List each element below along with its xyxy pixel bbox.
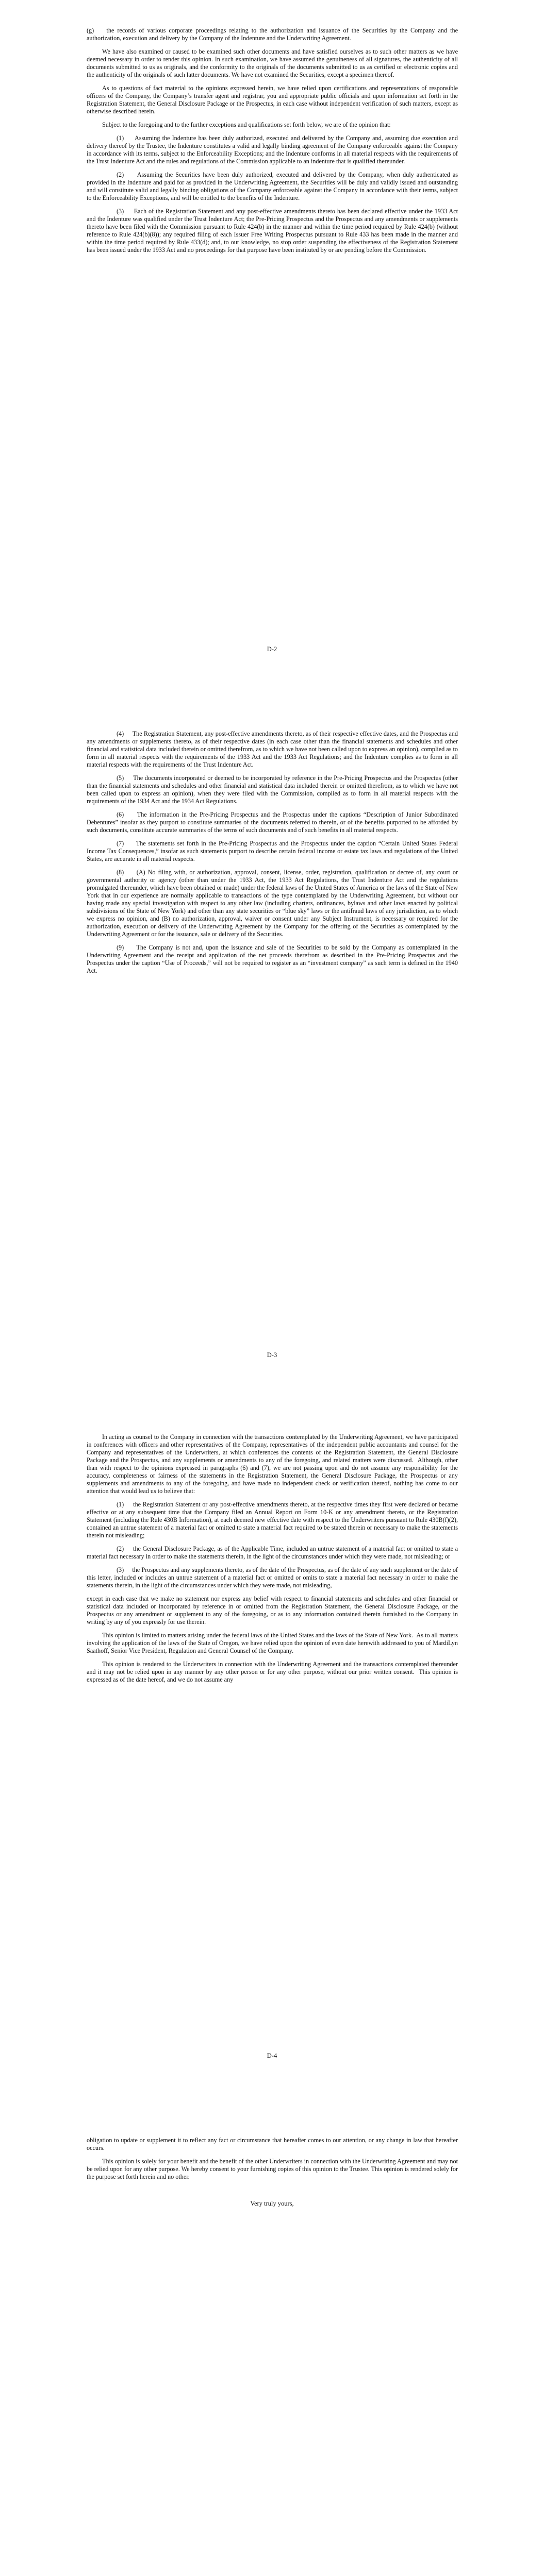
page-body: [87, 1433, 458, 1689]
page-number: D-3: [267, 1351, 277, 1359]
paragraph: As to questions of fact material to the opinions expressed herein, we have relied upon certifications and representations of responsible officers of the Company, the Company’s transfer agent and registrar, you and appropriate public officials and upon information set forth in the Registration Statement, the General Disclosure Package or the Prospectus, in each case without independent verification of such matters, except as otherwise described herein.: [87, 84, 458, 115]
paragraph: This opinion is limited to matters arising under the federal laws of the United States and the laws of the State of New York. As to all matters involving the application of the laws of the State of Oregon, we have relied upon the opinion of even date herewith addressed to you of MardiLyn Saathoff, Senior Vice President, Regulation and General Counsel of the Company.: [87, 1632, 458, 1654]
paragraph: We have also examined or caused to be examined such other documents and have satisfied ourselves as to such other matters as we have deemed necessary in order to render this opinion. In such examination, we have assumed the genuineness of all signatures, the authenticity of all documents submitted to us as originals, and the conformity to the originals of the documents submitted to us as certified or electronic copies and the authenticity of the originals of such latter documents. We have not examined the Securities, except a specimen thereof.: [87, 48, 458, 78]
paragraph: This opinion is rendered to the Underwriters in connection with the Underwriting Agreement and the transactions contemplated thereunder and it may not be relied upon in any manner by any other person or for any other purpose, without our prior written consent. This opinion is expressed as of the date hereof, and we do not assume any: [87, 1660, 458, 1683]
page-number: D-2: [267, 646, 277, 653]
paragraph: (g) the records of various corporate proceedings relating to the authorization and issuance of the Securities by the Company and the authorization, execution and delivery by the Company of the Indenture and the Underwriting Agreement.: [87, 27, 458, 42]
page-body: [87, 27, 458, 260]
numbered-paragraph: (8) (A) No filing with, or authorization, approval, consent, license, order, registration, qualification or decree of, any court or governmental authority or agency (other than under the 1933 Act, the 1933 Act Regulations, the Trust Indenture Act and the regulations promulgated thereunder, which have been obtained or made) under the federal laws of the United States of America or the laws of the State of New York that in our experience are normally applicable to transactions of the type contemplated by the Underwriting Agreement, but without our having made any special investigation with respect to any other law (including charters, ordinances, bylaws and other laws enacted by political subdivisions of the State of New York) and other than any state securities or “blue sky” laws or the antifraud laws of any jurisdiction, as to which we express no opinion, and (B) no authorization, approval, waiver or consent under any Subject Instrument, is necessary or required for the authorization, execution or delivery of the Underwriting Agreement by the Company for the offering of the Securities as contemplated by the Underwriting Agreement or for the issuance, sale or delivery of the Securities.: [87, 869, 458, 938]
numbered-paragraph: (9) The Company is not and, upon the issuance and sale of the Securities to be sold by the Company as contemplated in the Underwriting Agreement and the receipt and application of the net proceeds therefrom as described in the Pre-Pricing Prospectus and the Prospectus under the caption “Use of Proceeds,” will not be required to register as an “investment company” as such term is defined in the 1940 Act.: [87, 944, 458, 974]
numbered-paragraph: (6) The information in the Pre-Pricing Prospectus and the Prospectus under the captions “Description of Junior Subordinated Debentures” insofar as they purport to constitute summaries of the documents referred to therein, or of the benefits purported to be afforded by such documents, constitute accurate summaries of the terms of such documents and of such benefits in all material respects.: [87, 811, 458, 834]
paragraph: Subject to the foregoing and to the further exceptions and qualifications set forth below, we are of the opinion that:: [102, 121, 391, 128]
numbered-paragraph: (1) Assuming the Indenture has been duly authorized, executed and delivered by the Company and, assuming due execution and delivery thereof by the Trustee, the Indenture constitutes a valid and legally binding agreement of the Company enforceable against the Company in accordance with its terms, subject to the Enforceability Exceptions; and the Indenture conforms in all material respects with the requirements of the Trust Indenture Act and the rules and regulations of the Commission applicable to an indenture that is qualified thereunder.: [87, 134, 458, 165]
numbered-paragraph: (5) The documents incorporated or deemed to be incorporated by reference in the Pre-Pricing Prospectus and the Prospectus (other than the financial statements and schedules and other financial and statistical data included therein or omitted therefrom, as to which we have not been called upon to express an opinion), when they were filed with the Commission, complied as to form in all material respects with the requirements of the 1934 Act and the 1934 Act Regulations.: [87, 774, 458, 805]
paragraph: obligation to update or supplement it to reflect any fact or circumstance that hereafter comes to our attention, or any change in law that hereafter occurs.: [87, 2137, 458, 2151]
document-page-d4: [0, 1406, 544, 2110]
paragraph: This opinion is solely for your benefit and the benefit of the other Underwriters in connection with the Underwriting Agreement and may not be relied upon for any other purpose. We hereby consent to your furnishing copies of this opinion to the Trustee. This opinion is rendered solely for the purpose set forth herein and no other.: [87, 2158, 458, 2180]
numbered-paragraph: (2) the General Disclosure Package, as of the Applicable Time, included an untrue statement of a material fact or omitted to state a material fact necessary in order to make the statements therein, in the light of the circumstances under which they were made, not misleading; or: [87, 1545, 458, 1560]
numbered-paragraph: (3) the Prospectus and any supplements thereto, as of the date of the Prospectus, as of the date of any such supplement or the date of this letter, included or includes an untrue statement of a material fact or omitted or omits to state a material fact necessary in order to make the statements therein, in the light of the circumstances under which they were made, not misleading,: [87, 1566, 458, 1589]
numbered-paragraph: (3) Each of the Registration Statement and any post-effective amendments thereto has been declared effective under the 1933 Act and the Indenture was qualified under the Trust Indenture Act; the Pre-Pricing Prospectus and the Prospectus and any amendments or supplements thereto have been filed with the Commission pursuant to Rule 424(b) in the manner and within the time period required by Rule 424(b) (without reference to Rule 424(b)(8)); any required filing of each Issuer Free Writing Prospectus pursuant to Rule 433 has been made in the manner and within the time period required by Rule 433(d); and, to our knowledge, no stop order suspending the effectiveness of the Registration Statement has been issued under the 1933 Act and no proceedings for that purpose have been instituted by or are pending before the Commission.: [87, 208, 458, 253]
page-body: [87, 730, 458, 980]
page-number: D-4: [267, 2052, 277, 2059]
paragraph: In acting as counsel to the Company in connection with the transactions contemplated by the Underwriting Agreement, we have participated in conferences with officers and other representatives of the Company, representatives of the independent public accountants and counsel for the Company and representatives of the Underwriters, at which conferences the contents of the Registration Statement, the General Disclosure Package and the Prospectus, and any supplements or amendments to any of the foregoing, and related matters were discussed. Although, other than with respect to the opinions expressed in paragraphs (6) and (7), we are not passing upon and do not assume any responsibility for the accuracy, completeness or fairness of the statements in the Registration Statement, the General Disclosure Package, the Prospectus or any supplements and amendments to any of the foregoing, and have made no independent check or verification thereof, nothing has come to our attention that would lead us to believe that:: [87, 1433, 458, 1495]
document-page-d2: [0, 0, 544, 703]
closing-salutation: Very truly yours,: [250, 2200, 294, 2207]
numbered-paragraph: (2) Assuming the Securities have been duly authorized, executed and delivered by the Company, when duly authenticated as provided in the Indenture and paid for as provided in the Underwriting Agreement, the Securities will be duly and validly issued and outstanding and will constitute valid and legally binding obligations of the Company enforceable against the Company in accordance with their terms, subject to the Enforceability Exceptions, and will be entitled to the benefits of the Indenture.: [87, 171, 458, 201]
document-page-d5: [0, 2110, 544, 2576]
numbered-paragraph: (7) The statements set forth in the Pre-Pricing Prospectus and the Prospectus under the caption “Certain United States Federal Income Tax Consequences,” insofar as such statements purport to describe certain federal income or estate tax laws and regulations of the United States, are accurate in all material respects.: [87, 840, 458, 862]
numbered-paragraph: (1) the Registration Statement or any post-effective amendments thereto, at the respective times they first were declared or became effective or at any subsequent time that the Company filed an Annual Report on Form 10-K or any amendment thereto, or the Registration Statement (including the Rule 430B Information), at each deemed new effective date with respect to the Underwriters pursuant to Rule 430B(f)(2), contained an untrue statement of a material fact or omitted to state a material fact required to be stated therein or necessary to make the statements therein not misleading;: [87, 1501, 458, 1539]
page-body: [87, 2137, 458, 2187]
numbered-paragraph: (4) The Registration Statement, any post-effective amendments thereto, as of their respective effective dates, and the Prospectus and any amendments or supplements thereto, as of their respective dates (in each case other than the financial statements and schedules and other financial and statistical data included therein or omitted therefrom, as to which we have not been called upon to express an opinion), complied as to form in all material respects with the requirements of the 1933 Act and the 1933 Act Regulations; and the Indenture complies as to form in all material respects with the requirements of the Trust Indenture Act.: [87, 730, 458, 768]
paragraph: except in each case that we make no statement nor express any belief with respect to financial statements and schedules and other financial or statistical data included or incorporated by reference in or omitted from the Registration Statement, the General Disclosure Package, or the Prospectus or any amendment or supplement to any of the foregoing, or as to any information contained therein furnished to the Company in writing by any of you expressly for use therein.: [87, 1595, 458, 1625]
document-page-d3: [0, 703, 544, 1406]
